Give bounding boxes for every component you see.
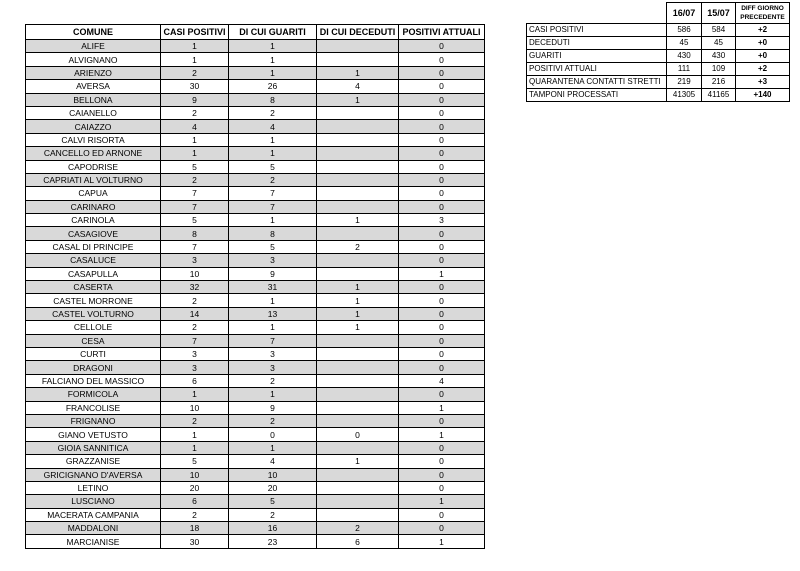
summary-header-diff: DIFF GIORNO PRECEDENTE bbox=[736, 3, 790, 24]
guariti-cell: 23 bbox=[229, 535, 317, 548]
guariti-cell: 2 bbox=[229, 508, 317, 521]
casi-positivi-cell: 5 bbox=[161, 455, 229, 468]
table-row bbox=[26, 93, 485, 106]
casi-positivi-cell: 8 bbox=[161, 227, 229, 240]
casi-positivi-cell: 30 bbox=[161, 535, 229, 548]
comune-cell: CASERTA bbox=[26, 281, 161, 294]
casi-positivi-cell: 2 bbox=[161, 508, 229, 521]
table-row bbox=[26, 40, 485, 53]
positivi-attuali-cell: 0 bbox=[399, 455, 485, 468]
guariti-cell: 5 bbox=[229, 240, 317, 253]
summary-diff-cell: +0 bbox=[736, 50, 790, 63]
deceduti-cell bbox=[317, 481, 399, 494]
positivi-attuali-cell: 0 bbox=[399, 361, 485, 374]
summary-today-cell: 111 bbox=[667, 63, 702, 76]
positivi-attuali-cell: 0 bbox=[399, 347, 485, 360]
summary-label-cell: TAMPONI PROCESSATI bbox=[527, 89, 667, 102]
summary-row bbox=[527, 24, 790, 37]
deceduti-cell bbox=[317, 254, 399, 267]
guariti-cell: 2 bbox=[229, 173, 317, 186]
comune-cell: CESA bbox=[26, 334, 161, 347]
casi-positivi-cell: 7 bbox=[161, 240, 229, 253]
deceduti-cell bbox=[317, 227, 399, 240]
summary-yesterday-cell: 45 bbox=[702, 37, 736, 50]
summary-yesterday-cell: 109 bbox=[702, 63, 736, 76]
positivi-attuali-cell: 0 bbox=[399, 468, 485, 481]
positivi-attuali-cell: 1 bbox=[399, 535, 485, 548]
deceduti-cell: 1 bbox=[317, 281, 399, 294]
guariti-cell: 1 bbox=[229, 294, 317, 307]
guariti-cell: 7 bbox=[229, 187, 317, 200]
positivi-attuali-cell: 1 bbox=[399, 495, 485, 508]
comune-cell: CARINARO bbox=[26, 200, 161, 213]
casi-positivi-cell: 3 bbox=[161, 347, 229, 360]
comune-cell: LETINO bbox=[26, 481, 161, 494]
comune-cell: CAIANELLO bbox=[26, 106, 161, 119]
summary-today-cell: 586 bbox=[667, 24, 702, 37]
casi-positivi-cell: 7 bbox=[161, 187, 229, 200]
positivi-attuali-cell: 0 bbox=[399, 80, 485, 93]
table-row bbox=[26, 173, 485, 186]
table-row bbox=[26, 160, 485, 173]
deceduti-cell bbox=[317, 334, 399, 347]
table-row bbox=[26, 133, 485, 146]
positivi-attuali-cell: 1 bbox=[399, 401, 485, 414]
summary-yesterday-cell: 430 bbox=[702, 50, 736, 63]
table-row bbox=[26, 200, 485, 213]
deceduti-cell bbox=[317, 120, 399, 133]
positivi-attuali-cell: 0 bbox=[399, 133, 485, 146]
casi-positivi-cell: 1 bbox=[161, 133, 229, 146]
header-positivi-attuali: POSITIVI ATTUALI bbox=[399, 25, 485, 40]
guariti-cell: 20 bbox=[229, 481, 317, 494]
guariti-cell: 1 bbox=[229, 214, 317, 227]
summary-diff-cell: +3 bbox=[736, 76, 790, 89]
guariti-cell: 8 bbox=[229, 93, 317, 106]
table-row bbox=[26, 481, 485, 494]
casi-positivi-cell: 10 bbox=[161, 401, 229, 414]
comune-cell: CELLOLE bbox=[26, 321, 161, 334]
positivi-attuali-cell: 0 bbox=[399, 254, 485, 267]
guariti-cell: 2 bbox=[229, 374, 317, 387]
deceduti-cell bbox=[317, 160, 399, 173]
casi-positivi-cell: 5 bbox=[161, 214, 229, 227]
table-row bbox=[26, 80, 485, 93]
casi-positivi-cell: 30 bbox=[161, 80, 229, 93]
table-row bbox=[26, 334, 485, 347]
casi-positivi-cell: 6 bbox=[161, 374, 229, 387]
table-row bbox=[26, 66, 485, 79]
casi-positivi-cell: 7 bbox=[161, 200, 229, 213]
summary-table bbox=[526, 2, 790, 102]
casi-positivi-cell: 3 bbox=[161, 254, 229, 267]
comune-cell: CALVI RISORTA bbox=[26, 133, 161, 146]
deceduti-cell bbox=[317, 347, 399, 360]
table-row bbox=[26, 495, 485, 508]
positivi-attuali-cell: 0 bbox=[399, 481, 485, 494]
summary-label-cell: CASI POSITIVI bbox=[527, 24, 667, 37]
positivi-attuali-cell: 0 bbox=[399, 120, 485, 133]
comune-cell: MACERATA CAMPANIA bbox=[26, 508, 161, 521]
comuni-table-header bbox=[26, 25, 485, 40]
casi-positivi-cell: 1 bbox=[161, 428, 229, 441]
deceduti-cell bbox=[317, 441, 399, 454]
guariti-cell: 26 bbox=[229, 80, 317, 93]
deceduti-cell: 1 bbox=[317, 307, 399, 320]
comune-cell: GIOIA SANNITICA bbox=[26, 441, 161, 454]
guariti-cell: 13 bbox=[229, 307, 317, 320]
deceduti-cell: 1 bbox=[317, 294, 399, 307]
casi-positivi-cell: 4 bbox=[161, 120, 229, 133]
guariti-cell: 9 bbox=[229, 401, 317, 414]
casi-positivi-cell: 1 bbox=[161, 40, 229, 53]
summary-table-header bbox=[527, 3, 790, 24]
deceduti-cell bbox=[317, 508, 399, 521]
casi-positivi-cell: 20 bbox=[161, 481, 229, 494]
table-row bbox=[26, 401, 485, 414]
guariti-cell: 1 bbox=[229, 441, 317, 454]
deceduti-cell bbox=[317, 147, 399, 160]
deceduti-cell: 1 bbox=[317, 66, 399, 79]
table-row bbox=[26, 441, 485, 454]
header-di-cui-deceduti: DI CUI DECEDUTI bbox=[317, 25, 399, 40]
positivi-attuali-cell: 0 bbox=[399, 66, 485, 79]
guariti-cell: 1 bbox=[229, 133, 317, 146]
comune-cell: CURTI bbox=[26, 347, 161, 360]
comune-cell: CARINOLA bbox=[26, 214, 161, 227]
summary-row bbox=[527, 50, 790, 63]
guariti-cell: 16 bbox=[229, 522, 317, 535]
positivi-attuali-cell: 0 bbox=[399, 227, 485, 240]
deceduti-cell: 4 bbox=[317, 80, 399, 93]
guariti-cell: 2 bbox=[229, 106, 317, 119]
table-row bbox=[26, 428, 485, 441]
positivi-attuali-cell: 0 bbox=[399, 53, 485, 66]
comune-cell: GRAZZANISE bbox=[26, 455, 161, 468]
table-row bbox=[26, 267, 485, 280]
comune-cell: ALVIGNANO bbox=[26, 53, 161, 66]
guariti-cell: 1 bbox=[229, 321, 317, 334]
deceduti-cell bbox=[317, 133, 399, 146]
summary-row bbox=[527, 63, 790, 76]
table-row bbox=[26, 147, 485, 160]
deceduti-cell bbox=[317, 173, 399, 186]
comune-cell: MADDALONI bbox=[26, 522, 161, 535]
table-row bbox=[26, 374, 485, 387]
positivi-attuali-cell: 0 bbox=[399, 307, 485, 320]
summary-today-cell: 45 bbox=[667, 37, 702, 50]
positivi-attuali-cell: 0 bbox=[399, 508, 485, 521]
casi-positivi-cell: 2 bbox=[161, 106, 229, 119]
summary-today-cell: 219 bbox=[667, 76, 702, 89]
positivi-attuali-cell: 0 bbox=[399, 294, 485, 307]
deceduti-cell: 0 bbox=[317, 428, 399, 441]
summary-row bbox=[527, 76, 790, 89]
summary-diff-cell: +2 bbox=[736, 24, 790, 37]
header-comune: COMUNE bbox=[26, 25, 161, 40]
deceduti-cell: 1 bbox=[317, 455, 399, 468]
table-row bbox=[26, 522, 485, 535]
casi-positivi-cell: 7 bbox=[161, 334, 229, 347]
table-row bbox=[26, 388, 485, 401]
deceduti-cell bbox=[317, 187, 399, 200]
table-row bbox=[26, 240, 485, 253]
guariti-cell: 1 bbox=[229, 53, 317, 66]
table-row bbox=[26, 455, 485, 468]
positivi-attuali-cell: 0 bbox=[399, 187, 485, 200]
positivi-attuali-cell: 0 bbox=[399, 40, 485, 53]
casi-positivi-cell: 10 bbox=[161, 468, 229, 481]
summary-today-cell: 430 bbox=[667, 50, 702, 63]
comune-cell: CAPODRISE bbox=[26, 160, 161, 173]
positivi-attuali-cell: 0 bbox=[399, 147, 485, 160]
comune-cell: CASAGIOVE bbox=[26, 227, 161, 240]
deceduti-cell bbox=[317, 200, 399, 213]
casi-positivi-cell: 2 bbox=[161, 294, 229, 307]
comune-cell: CAIAZZO bbox=[26, 120, 161, 133]
summary-yesterday-cell: 41165 bbox=[702, 89, 736, 102]
deceduti-cell bbox=[317, 361, 399, 374]
summary-header-yesterday: 15/07 bbox=[702, 3, 736, 24]
deceduti-cell: 2 bbox=[317, 240, 399, 253]
comune-cell: GIANO VETUSTO bbox=[26, 428, 161, 441]
comune-cell: CANCELLO ED ARNONE bbox=[26, 147, 161, 160]
table-row bbox=[26, 307, 485, 320]
deceduti-cell bbox=[317, 106, 399, 119]
deceduti-cell bbox=[317, 53, 399, 66]
table-row bbox=[26, 187, 485, 200]
guariti-cell: 5 bbox=[229, 160, 317, 173]
comune-cell: DRAGONI bbox=[26, 361, 161, 374]
table-row bbox=[26, 321, 485, 334]
header-casi-positivi: CASI POSITIVI bbox=[161, 25, 229, 40]
guariti-cell: 8 bbox=[229, 227, 317, 240]
casi-positivi-cell: 1 bbox=[161, 388, 229, 401]
positivi-attuali-cell: 0 bbox=[399, 93, 485, 106]
positivi-attuali-cell: 4 bbox=[399, 374, 485, 387]
guariti-cell: 1 bbox=[229, 40, 317, 53]
guariti-cell: 7 bbox=[229, 334, 317, 347]
summary-yesterday-cell: 584 bbox=[702, 24, 736, 37]
deceduti-cell bbox=[317, 40, 399, 53]
summary-label-cell: QUARANTENA CONTATTI STRETTI bbox=[527, 76, 667, 89]
comune-cell: MARCIANISE bbox=[26, 535, 161, 548]
table-row bbox=[26, 106, 485, 119]
positivi-attuali-cell: 1 bbox=[399, 267, 485, 280]
guariti-cell: 1 bbox=[229, 388, 317, 401]
guariti-cell: 1 bbox=[229, 147, 317, 160]
table-row bbox=[26, 468, 485, 481]
comune-cell: BELLONA bbox=[26, 93, 161, 106]
comune-cell: CASAL DI PRINCIPE bbox=[26, 240, 161, 253]
casi-positivi-cell: 18 bbox=[161, 522, 229, 535]
guariti-cell: 7 bbox=[229, 200, 317, 213]
guariti-cell: 1 bbox=[229, 66, 317, 79]
table-row bbox=[26, 254, 485, 267]
positivi-attuali-cell: 0 bbox=[399, 388, 485, 401]
deceduti-cell: 1 bbox=[317, 93, 399, 106]
guariti-cell: 10 bbox=[229, 468, 317, 481]
casi-positivi-cell: 2 bbox=[161, 414, 229, 427]
summary-label-cell: GUARITI bbox=[527, 50, 667, 63]
table-row bbox=[26, 227, 485, 240]
deceduti-cell bbox=[317, 267, 399, 280]
comune-cell: CAPUA bbox=[26, 187, 161, 200]
table-row bbox=[26, 347, 485, 360]
positivi-attuali-cell: 0 bbox=[399, 106, 485, 119]
deceduti-cell bbox=[317, 468, 399, 481]
casi-positivi-cell: 9 bbox=[161, 93, 229, 106]
summary-label-cell: POSITIVI ATTUALI bbox=[527, 63, 667, 76]
summary-diff-cell: +2 bbox=[736, 63, 790, 76]
header-di-cui-guariti: DI CUI GUARITI bbox=[229, 25, 317, 40]
positivi-attuali-cell: 0 bbox=[399, 160, 485, 173]
casi-positivi-cell: 1 bbox=[161, 441, 229, 454]
summary-header-today: 16/07 bbox=[667, 3, 702, 24]
casi-positivi-cell: 2 bbox=[161, 173, 229, 186]
positivi-attuali-cell: 0 bbox=[399, 522, 485, 535]
deceduti-cell bbox=[317, 388, 399, 401]
deceduti-cell bbox=[317, 401, 399, 414]
comune-cell: FALCIANO DEL MASSICO bbox=[26, 374, 161, 387]
comune-cell: ALIFE bbox=[26, 40, 161, 53]
comune-cell: LUSCIANO bbox=[26, 495, 161, 508]
deceduti-cell bbox=[317, 495, 399, 508]
table-row bbox=[26, 294, 485, 307]
comune-cell: AVERSA bbox=[26, 80, 161, 93]
guariti-cell: 31 bbox=[229, 281, 317, 294]
summary-label-cell: DECEDUTI bbox=[527, 37, 667, 50]
table-row bbox=[26, 508, 485, 521]
casi-positivi-cell: 32 bbox=[161, 281, 229, 294]
summary-row bbox=[527, 89, 790, 102]
guariti-cell: 9 bbox=[229, 267, 317, 280]
comuni-table bbox=[25, 24, 485, 549]
table-row bbox=[26, 414, 485, 427]
deceduti-cell bbox=[317, 414, 399, 427]
positivi-attuali-cell: 0 bbox=[399, 321, 485, 334]
table-row bbox=[26, 535, 485, 548]
casi-positivi-cell: 3 bbox=[161, 361, 229, 374]
table-row bbox=[26, 214, 485, 227]
guariti-cell: 2 bbox=[229, 414, 317, 427]
guariti-cell: 5 bbox=[229, 495, 317, 508]
comune-cell: CAPRIATI AL VOLTURNO bbox=[26, 173, 161, 186]
deceduti-cell: 6 bbox=[317, 535, 399, 548]
comune-cell: ARIENZO bbox=[26, 66, 161, 79]
positivi-attuali-cell: 0 bbox=[399, 334, 485, 347]
guariti-cell: 4 bbox=[229, 455, 317, 468]
summary-row bbox=[527, 37, 790, 50]
casi-positivi-cell: 1 bbox=[161, 147, 229, 160]
deceduti-cell: 1 bbox=[317, 321, 399, 334]
positivi-attuali-cell: 1 bbox=[399, 428, 485, 441]
summary-diff-cell: +0 bbox=[736, 37, 790, 50]
positivi-attuali-cell: 0 bbox=[399, 441, 485, 454]
summary-diff-cell: +140 bbox=[736, 89, 790, 102]
summary-today-cell: 41305 bbox=[667, 89, 702, 102]
table-row bbox=[26, 361, 485, 374]
table-row bbox=[26, 120, 485, 133]
positivi-attuali-cell: 0 bbox=[399, 173, 485, 186]
comune-cell: CASAPULLA bbox=[26, 267, 161, 280]
comune-cell: FRIGNANO bbox=[26, 414, 161, 427]
deceduti-cell bbox=[317, 374, 399, 387]
comune-cell: CASALUCE bbox=[26, 254, 161, 267]
casi-positivi-cell: 5 bbox=[161, 160, 229, 173]
summary-header-blank bbox=[527, 3, 667, 24]
casi-positivi-cell: 2 bbox=[161, 66, 229, 79]
guariti-cell: 0 bbox=[229, 428, 317, 441]
positivi-attuali-cell: 0 bbox=[399, 240, 485, 253]
casi-positivi-cell: 6 bbox=[161, 495, 229, 508]
casi-positivi-cell: 10 bbox=[161, 267, 229, 280]
summary-yesterday-cell: 216 bbox=[702, 76, 736, 89]
deceduti-cell: 1 bbox=[317, 214, 399, 227]
table-row bbox=[26, 281, 485, 294]
guariti-cell: 3 bbox=[229, 254, 317, 267]
casi-positivi-cell: 2 bbox=[161, 321, 229, 334]
comune-cell: CASTEL VOLTURNO bbox=[26, 307, 161, 320]
guariti-cell: 3 bbox=[229, 361, 317, 374]
comune-cell: FORMICOLA bbox=[26, 388, 161, 401]
casi-positivi-cell: 14 bbox=[161, 307, 229, 320]
positivi-attuali-cell: 0 bbox=[399, 200, 485, 213]
guariti-cell: 4 bbox=[229, 120, 317, 133]
positivi-attuali-cell: 3 bbox=[399, 214, 485, 227]
comune-cell: FRANCOLISE bbox=[26, 401, 161, 414]
guariti-cell: 3 bbox=[229, 347, 317, 360]
comune-cell: GRICIGNANO D'AVERSA bbox=[26, 468, 161, 481]
table-row bbox=[26, 53, 485, 66]
casi-positivi-cell: 1 bbox=[161, 53, 229, 66]
comune-cell: CASTEL MORRONE bbox=[26, 294, 161, 307]
deceduti-cell: 2 bbox=[317, 522, 399, 535]
positivi-attuali-cell: 0 bbox=[399, 281, 485, 294]
positivi-attuali-cell: 0 bbox=[399, 414, 485, 427]
